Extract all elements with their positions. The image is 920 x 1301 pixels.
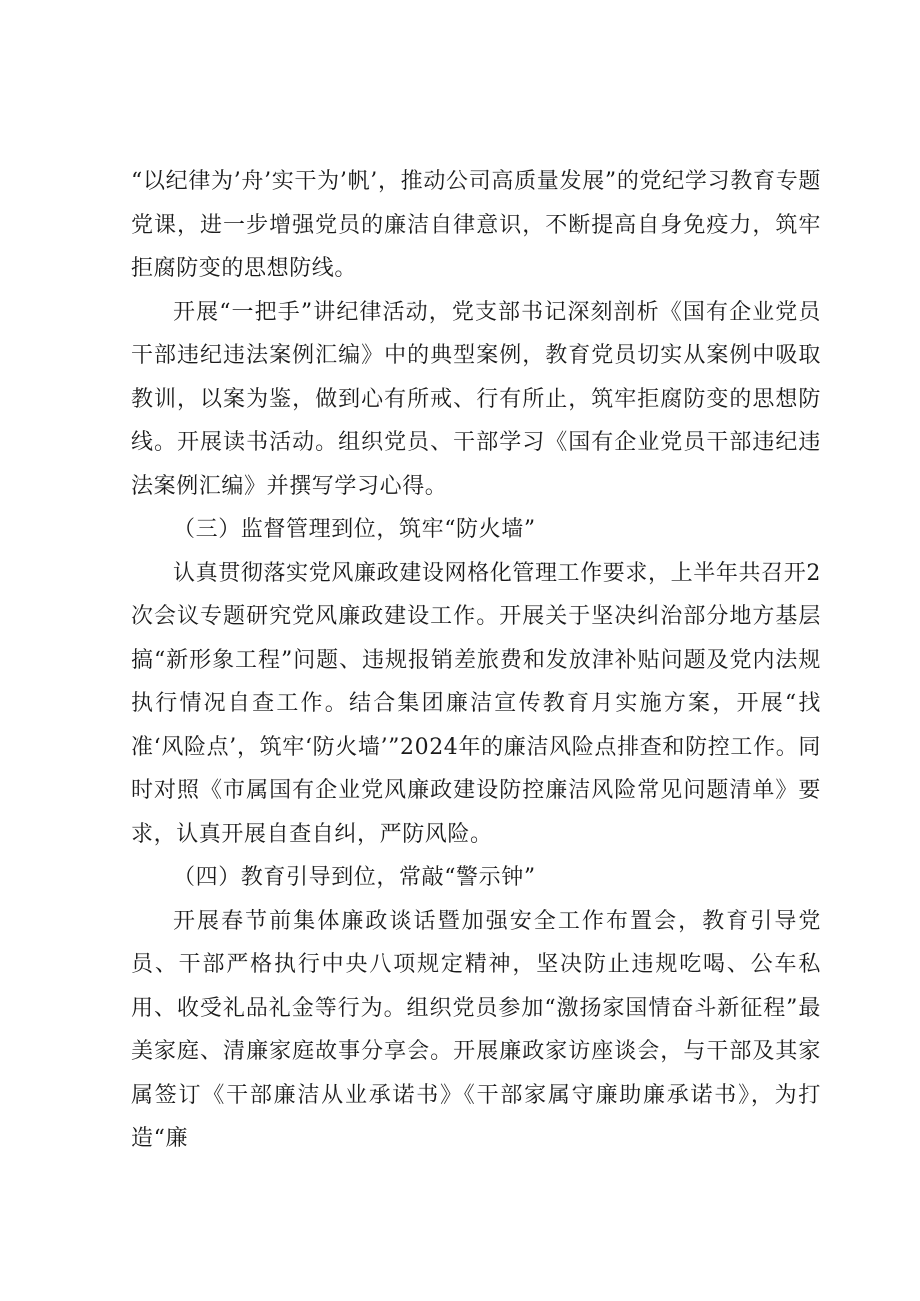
paragraph-education: 开展春节前集体廉政谈话暨加强安全工作布置会，教育引导党员、干部严格执行中央八项规定精神，坚决防止违规吃喝、公车私用、收受礼品礼金等行为。组织党员参加“激扬家国情奋斗新征程”最美家庭、清廉家庭故事分享会。开展廉政家访座谈会，与干部及其家属签订《干部廉洁从业承诺书》《干部家属守廉助廉承诺书》，为打造“廉 [131,908,821,1151]
document-body [131,160,821,1161]
paragraph-leader-discipline: 开展“一把手”讲纪律活动，党支部书记深刻剖析《国有企业党员干部违纪违法案例汇编》中的典型案例，教育党员切实从案例中吸取教训，以案为鉴，做到心有所戒、行有所止，筑牢拒腐防变的思想防线。开展读书活动。组织党员、干部学习《国有企业党员干部违纪违法案例汇编》并撰写学习心得。 [131,299,821,499]
section-heading-education: （四）教育引导到位，常敲“警示钟” [173,865,536,890]
paragraph-party-lecture: “以纪律为’舟’实干为’帆’，推动公司高质量发展”的党纪学习教育专题党课，进一步增强党员的廉洁自律意识，不断提高自身免疫力，筑牢拒腐防变的思想防线。 [131,169,821,281]
section-heading-supervision: （三）监督管理到位，筑牢“防火墙” [173,517,536,542]
paragraph-supervision: 认真贯彻落实党风廉政建设网格化管理工作要求，上半年共召开2次会议专题研究党风廉政建设工作。开展关于坚决纠治部分地方基层搞“新形象工程”问题、违规报销差旅费和发放津补贴问题及党内法规执行情况自查工作。结合集团廉洁宣传教育月实施方案，开展“找准‘风险点’，筑牢‘防火墙’”2024年的廉洁风险点排查和防控工作。同时对照《市属国有企业党风廉政建设防控廉洁风险常见问题清单》要求，认真开展自查自纠，严防风险。 [131,560,821,847]
